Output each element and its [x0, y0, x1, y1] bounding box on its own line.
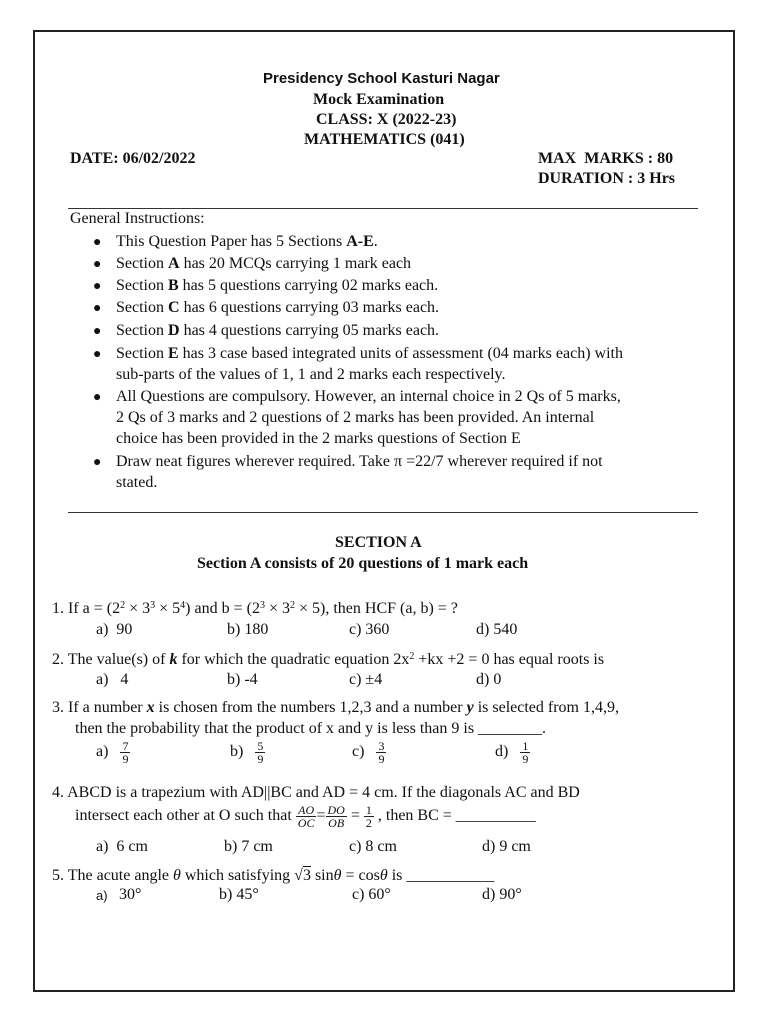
divider-bottom [68, 512, 698, 513]
q5-option-b: b) 45° [219, 886, 259, 903]
q1-option-a: a) 90 [96, 621, 133, 638]
question-4-line2: intersect each other at O such that $\frac{AO}{OC}$ = $\frac{DO}{OB}$ = $\frac{1}{2}$ , then BC = __________ [75, 803, 536, 830]
bullet-icon: ● [93, 455, 102, 470]
exam-title: Mock Examination [313, 91, 445, 108]
max-marks: MAX MARKS : 80 [538, 150, 674, 167]
fraction: $\frac{1}{9}$ [522, 739, 529, 766]
bullet-icon: ● [93, 301, 102, 316]
q4-option-b: b) 7 cm [224, 838, 273, 855]
q1-option-c: c) 360 [349, 621, 390, 638]
q4-option-d: d) 9 cm [482, 838, 531, 855]
q5-option-a-label: a) [96, 888, 108, 903]
instructions-title: General Instructions: [70, 210, 205, 227]
instruction-item: Draw neat figures wherever required. Take π =22/7 wherever required if not stated. [116, 453, 603, 491]
question-4: 4. ABCD is a trapezium with AD||BC and AD = 4 cm. If the diagonals AC and BD [52, 784, 580, 801]
bullet-icon: ● [93, 257, 102, 272]
instruction-item: Section E has 3 case based integrated units of assessment (04 marks each) with sub-parts of the values of 1, 1 and 2 marks each respectively. [116, 345, 623, 383]
question-5: 5. The acute angle θ which satisfying √3 sinθ = cosθ is ___________ [52, 867, 495, 884]
bullet-icon: ● [93, 390, 102, 405]
subject-label: MATHEMATICS (041) [304, 131, 465, 148]
q1-option-d: d) 540 [476, 621, 518, 638]
q2-option-a: a) 4 [96, 671, 129, 688]
q5-option-c: c) 60° [352, 886, 391, 903]
question-3: 3. If a number x is chosen from the numbers 1,2,3 and a number y is selected from 1,4,9, [52, 699, 619, 716]
duration: DURATION : 3 Hrs [538, 170, 676, 187]
q1-option-b: b) 180 [227, 621, 269, 638]
fraction: $\frac{5}{9}$ [257, 739, 264, 766]
instruction-item: Section B has 5 questions carrying 02 marks each. [116, 277, 439, 294]
section-title: SECTION A [335, 534, 422, 551]
exam-date: DATE: 06/02/2022 [70, 150, 196, 167]
bullet-icon: ● [93, 235, 102, 250]
sqrt-symbol: √3 [294, 867, 311, 884]
divider-top [68, 208, 698, 209]
section-subtitle: Section A consists of 20 questions of 1 mark each [197, 555, 529, 572]
q4-option-c: c) 8 cm [349, 838, 397, 855]
bullet-icon: ● [93, 279, 102, 294]
instruction-item: This Question Paper has 5 Sections A-E. [116, 233, 378, 250]
q3-option-a: a) $\frac{7}{9}$ [96, 739, 129, 766]
q2-option-c: c) ±4 [349, 671, 383, 688]
bullet-icon: ● [93, 347, 102, 362]
q5-option-d: d) 90° [482, 886, 522, 903]
instruction-item: Section C has 6 questions carrying 03 marks each. [116, 299, 440, 316]
fraction: $\frac{7}{9}$ [122, 739, 129, 766]
q5-option-a: 30° [119, 886, 142, 903]
fraction: $\frac{DO}{OB}$ [327, 803, 345, 830]
q3-option-c: c) $\frac{3}{9}$ [352, 739, 385, 766]
bullet-icon: ● [93, 324, 102, 339]
q2-option-d: d) 0 [476, 671, 502, 688]
instruction-item: Section A has 20 MCQs carrying 1 mark each [116, 255, 412, 272]
fraction: $\frac{3}{9}$ [378, 739, 385, 766]
question-1: 1. If $a = (2^2 \times 3^3 \times 5^4)$ and $b = (2^3 \times 3^2 \times 5)$, then HCF (a, b) = ? [52, 600, 458, 617]
q3-option-d: d) $\frac{1}{9}$ [495, 739, 529, 766]
q2-option-b: b) -4 [227, 671, 258, 688]
instruction-item: All Questions are compulsory. However, an internal choice in 2 Qs of 5 marks, 2 Qs of 3 marks and 2 questions of 2 marks has been provided. An internal choice has been provided in the 2 marks questions of Section E [116, 388, 621, 447]
q4-option-a: a) 6 cm [96, 838, 148, 855]
school-name: Presidency School Kasturi Nagar [263, 70, 500, 87]
question-3-line2: then the probability that the product of x and y is less than 9 is ________. [75, 720, 547, 737]
fraction: $\frac{1}{2}$ [365, 803, 372, 830]
instruction-item: Section D has 4 questions carrying 05 marks each. [116, 322, 440, 339]
q3-option-b: b) $\frac{5}{9}$ [230, 739, 264, 766]
fraction: $\frac{AO}{OC}$ [297, 803, 315, 830]
question-2: 2. The value(s) of k for which the quadratic equation $2x^2 +kx +2 = 0$ has equal roots is [52, 651, 605, 668]
class-label: CLASS: X (2022-23) [316, 111, 457, 128]
